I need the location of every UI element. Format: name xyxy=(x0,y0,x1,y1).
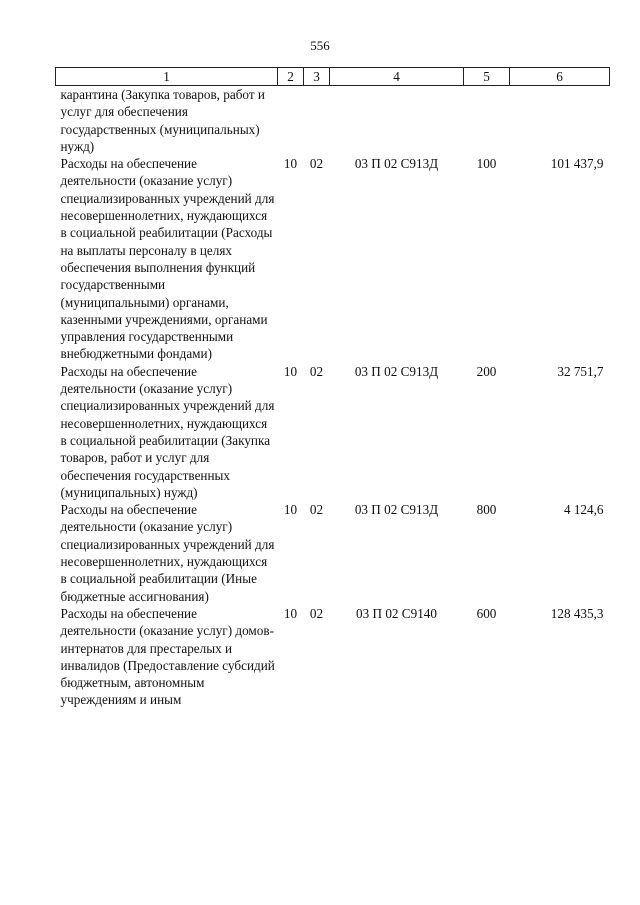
row-subsection: 02 xyxy=(309,502,324,518)
column-header-amount: 6 xyxy=(510,68,610,86)
row-expense-type xyxy=(464,86,510,156)
column-header-subsection: 3 xyxy=(304,68,330,86)
row-section xyxy=(278,86,304,156)
row-name: Расходы на обеспечение деятельности (оказание услуг) специализированных учреждений для несовершеннолетних, нуждающихся в социальной реабилитации (Расходы на выплаты персоналу в целях обеспечения выполнения функций государственными (муниципальными) органами, казенными учреждениями, органами управления государственными внебюджетными фондами) xyxy=(60,156,275,362)
row-amount: 4 124,6 xyxy=(563,502,604,518)
row-amount xyxy=(510,86,610,156)
column-header-target-article: 4 xyxy=(330,68,464,86)
table-row xyxy=(56,605,610,709)
row-target-article xyxy=(330,86,464,156)
row-amount: 32 751,7 xyxy=(557,363,604,379)
row-section: 10 xyxy=(283,156,298,172)
table-header-row xyxy=(56,68,610,86)
table-row xyxy=(56,501,610,605)
row-name: карантина (Закупка товаров, работ и услуг для обеспечения государственных (муниципальных) нужд) xyxy=(60,87,265,154)
column-header-expense-type: 5 xyxy=(464,68,510,86)
row-name: Расходы на обеспечение деятельности (оказание услуг) специализированных учреждений для несовершеннолетних, нуждающихся в социальной реабилитации (Закупка товаров, работ и услуг для обеспечения государственных (муниципальных) нужд) xyxy=(60,363,275,500)
row-section: 10 xyxy=(283,502,298,518)
row-target-article: 03 П 02 С913Д xyxy=(354,502,439,518)
row-name: Расходы на обеспечение деятельности (оказание услуг) специализированных учреждений для несовершеннолетних, нуждающихся в социальной реабилитации (Иные бюджетные ассигнования) xyxy=(60,502,275,604)
row-subsection: 02 xyxy=(309,363,324,379)
column-header-name: 1 xyxy=(56,68,278,86)
row-target-article: 03 П 02 С913Д xyxy=(354,156,439,172)
row-amount: 128 435,3 xyxy=(550,605,604,621)
budget-table xyxy=(55,67,610,709)
row-section: 10 xyxy=(283,605,298,621)
page-number: 556 xyxy=(310,38,330,53)
table-row xyxy=(56,86,610,156)
column-header-section: 2 xyxy=(278,68,304,86)
row-expense-type: 100 xyxy=(476,156,497,172)
row-subsection xyxy=(304,86,330,156)
row-expense-type: 600 xyxy=(476,605,497,621)
row-subsection: 02 xyxy=(309,605,324,621)
row-target-article: 03 П 02 С913Д xyxy=(354,363,439,379)
row-section: 10 xyxy=(283,363,298,379)
row-name: Расходы на обеспечение деятельности (оказание услуг) домов-интернатов для престарелых и инвалидов (Предоставление субсидий бюджетным, автономным учреждениям и иным xyxy=(60,605,275,708)
table-row xyxy=(56,155,610,363)
row-expense-type: 800 xyxy=(476,502,497,518)
row-amount: 101 437,9 xyxy=(550,156,604,172)
row-subsection: 02 xyxy=(309,156,324,172)
row-expense-type: 200 xyxy=(476,363,497,379)
row-target-article: 03 П 02 С9140 xyxy=(356,605,437,621)
table-row xyxy=(56,363,610,501)
